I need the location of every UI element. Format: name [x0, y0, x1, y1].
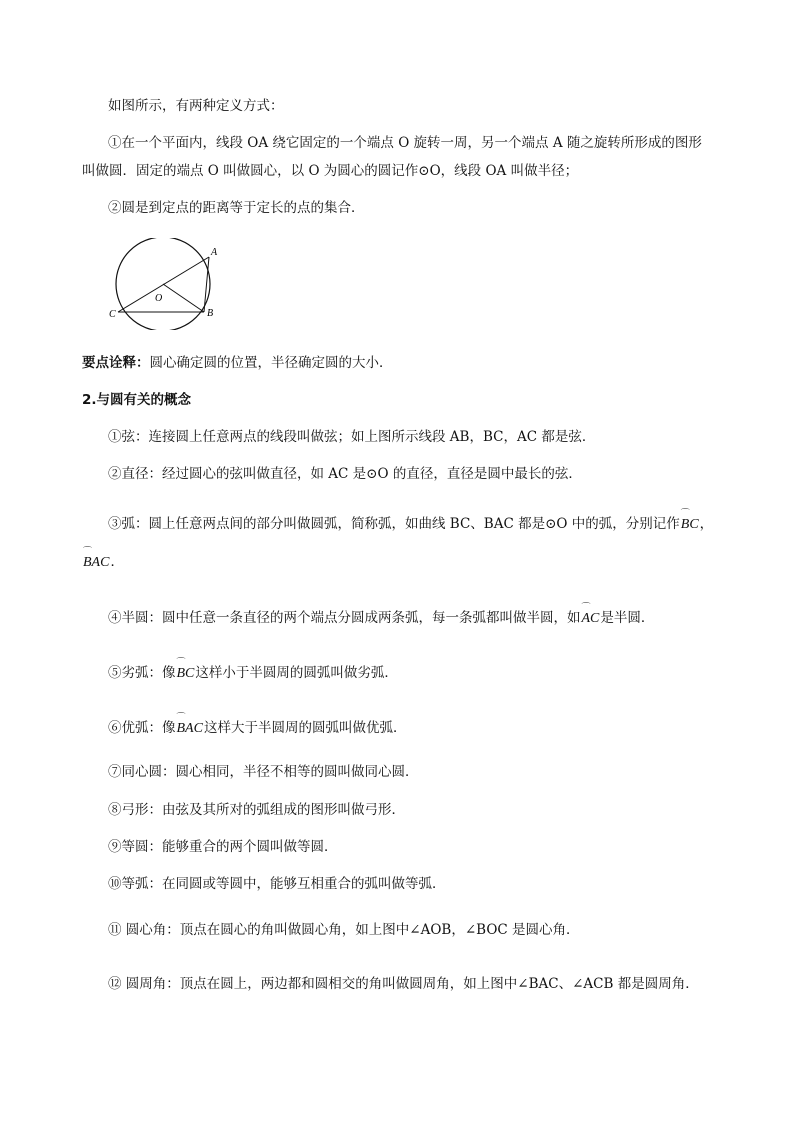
definition-1-line-1: ①在一个平面内，线段 OA 绕它固定的一个端点 O 旋转一周，另一个端点 A 随之旋转所形成的图形	[108, 135, 702, 151]
arc-bc-letters: BC	[176, 666, 195, 681]
arc-mark: ⌒	[83, 546, 93, 556]
arc-bc-notation	[680, 508, 700, 534]
major-arc-text-end: 这样大于半圆周的圆弧叫做优弧．	[203, 720, 407, 736]
arc-bac-example	[176, 712, 204, 738]
label-a: A	[211, 247, 218, 258]
arc-mark: ⌒	[176, 657, 186, 667]
label-o: O	[155, 293, 163, 304]
major-arc-definition	[108, 712, 407, 738]
major-arc-text: ⑥优弧：像	[108, 720, 176, 736]
intro-text: 如图所示，有两种定义方式：	[108, 98, 284, 114]
equal-circle-definition: ⑨等圆：能够重合的两个圆叫做等圆．	[108, 839, 338, 855]
minor-arc-text-end: 这样小于半圆周的圆弧叫做劣弧．	[195, 665, 398, 681]
label-b: B	[207, 308, 214, 319]
arc-bc-letters: BC	[680, 517, 699, 532]
circle-figure	[106, 238, 230, 330]
minor-arc-definition	[108, 657, 398, 683]
arc-line-1-end: ，	[699, 516, 714, 532]
arc-line-2-end: ．	[110, 554, 124, 570]
concentric-definition: ⑦同心圆：圆心相同，半径不相等的圆叫做同心圆．	[108, 764, 419, 780]
arc-bac-letters: BAC	[176, 721, 203, 736]
minor-arc-text: ⑤劣弧：像	[108, 665, 176, 681]
arc-bac-letters: BAC	[83, 555, 110, 570]
arc-definition-line-2	[82, 546, 124, 572]
radius-ob	[163, 284, 204, 312]
arc-mark: ⌒	[176, 712, 186, 722]
chord-definition: ①弦：连接圆上任意两点的线段叫做弦；如上图所示线段 AB，BC，AC 都是弦．	[108, 429, 596, 445]
equal-arc-definition: ⑩等弧：在同圆或等圆中，能够互相重合的弧叫做等弧．	[108, 876, 446, 892]
semicircle-text: ④半圆：圆中任意一条直径的两个端点分圆成两条弧，每一条弧都叫做半圆，如	[108, 610, 581, 626]
inscribed-angle-definition: ⑫ 圆周角：顶点在圆上，两边都和圆相交的角叫做圆周角，如上图中∠BAC、∠ACB 都是圆周角．	[108, 976, 699, 992]
arc-mark: ⌒	[581, 602, 591, 612]
arc-bac-notation	[82, 546, 110, 572]
section-2-title: 2.与圆有关的概念	[82, 392, 192, 408]
central-angle-definition: ⑪ 圆心角：顶点在圆心的角叫做圆心角，如上图中∠AOB，∠BOC 是圆心角．	[108, 922, 580, 938]
arc-definition-line-1	[108, 508, 714, 534]
definition-1-line-2: 叫做圆．固定的端点 O 叫做圆心，以 O 为圆心的圆记作⊙O，线段 OA 叫做半径；	[82, 163, 579, 179]
arc-mark: ⌒	[680, 508, 690, 518]
arc-ac-notation	[581, 602, 601, 628]
arc-definition-text: ③弧：圆上任意两点间的部分叫做圆弧，简称弧，如曲线 BC、BAC 都是⊙O 中的弧，分别记作	[108, 516, 680, 532]
diameter-definition: ②直径：经过圆心的弦叫做直径，如 AC 是⊙O 的直径，直径是圆中最长的弦．	[108, 466, 582, 482]
definition-2: ②圆是到定点的距离等于定长的点的集合．	[108, 200, 365, 216]
key-point	[82, 354, 393, 372]
label-c: C	[109, 309, 116, 320]
semicircle-definition	[108, 602, 655, 628]
semicircle-text-end: 是半圆．	[600, 610, 655, 626]
key-point-text: 圆心确定圆的位置，半径确定圆的大小．	[149, 355, 393, 371]
key-point-label: 要点诠释：	[82, 355, 150, 371]
arc-ac-letters: AC	[581, 611, 600, 626]
segment-definition: ⑧弓形：由弦及其所对的弧组成的图形叫做弓形．	[108, 802, 405, 818]
arc-bc-example	[176, 657, 196, 683]
